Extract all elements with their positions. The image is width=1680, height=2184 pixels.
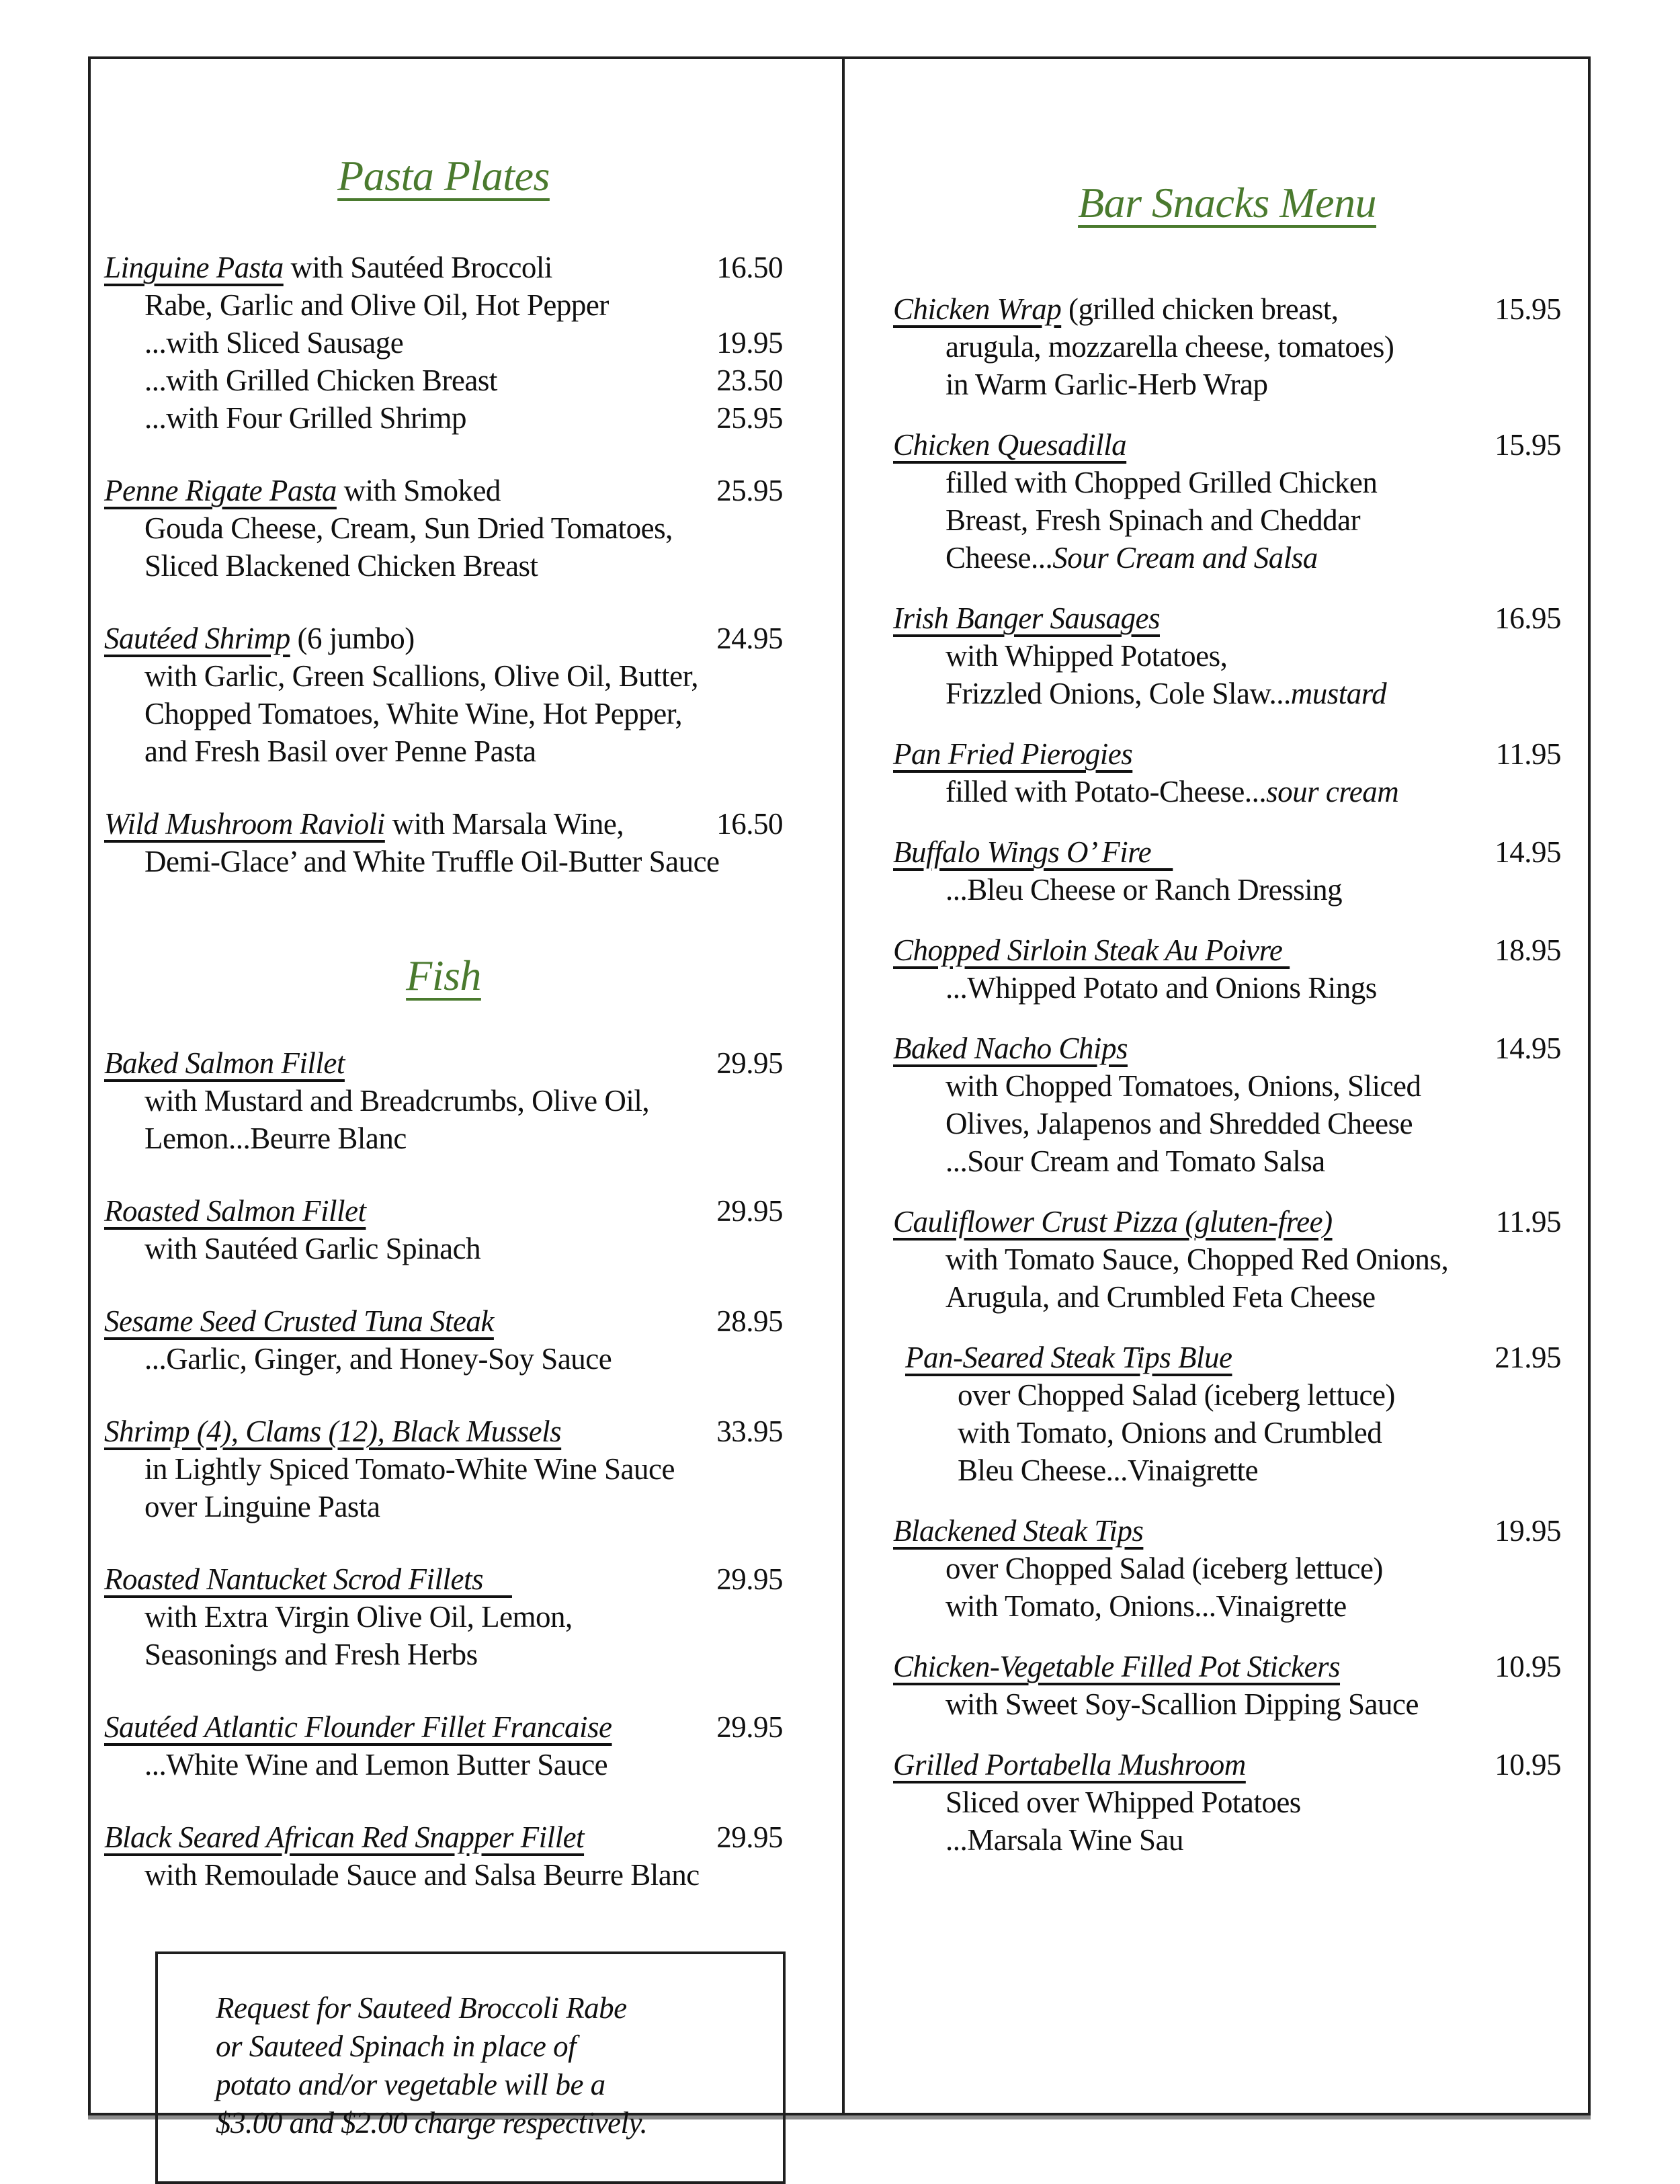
- description-segment: Gouda Cheese, Cream, Sun Dried Tomatoes,: [144, 511, 673, 545]
- item-price: 29.95: [716, 1710, 783, 1744]
- description-segment: Chopped Tomatoes, White Wine, Hot Pepper,: [144, 697, 683, 730]
- item-description-text: [893, 1142, 1325, 1180]
- item-price: 11.95: [1495, 1205, 1561, 1238]
- item-description-line: [104, 1082, 783, 1120]
- description-segment: Olives, Jalapenos and Shredded Cheese: [946, 1107, 1413, 1140]
- description-segment: Seasonings and Fresh Herbs: [144, 1638, 478, 1671]
- item-name: Chicken-Vegetable Filled Pot Stickers: [893, 1650, 1341, 1683]
- item-name-row: [893, 833, 1561, 871]
- item-name: Irish Banger Sausages: [893, 601, 1160, 635]
- bar-snacks-items: [893, 290, 1561, 1859]
- item-description-line: [893, 1550, 1561, 1587]
- item-name-wrap: [893, 1203, 1333, 1241]
- item-description-line: [104, 362, 783, 399]
- item-name-row: [893, 290, 1561, 328]
- item-description-line: [905, 1414, 1561, 1452]
- description-segment: Cheese...: [946, 541, 1053, 575]
- description-segment: ...Marsala Wine Sau: [946, 1823, 1184, 1857]
- description-segment: Bleu Cheese...Vinaigrette: [958, 1454, 1259, 1487]
- menu-item: [104, 1560, 783, 1673]
- description-segment: ...with Grilled Chicken Breast: [144, 364, 497, 397]
- description-segment: ...White Wine and Lemon Butter Sauce: [144, 1748, 608, 1781]
- section: [104, 151, 783, 880]
- item-description-text: [893, 1821, 1183, 1859]
- menu-item: [893, 1648, 1561, 1723]
- menu-item: [104, 1818, 783, 1894]
- item-price: 14.95: [1495, 1032, 1561, 1065]
- item-description-line: [893, 1142, 1561, 1180]
- description-segment: in Warm Garlic-Herb Wrap: [946, 368, 1268, 401]
- item-description-text: [104, 1230, 480, 1267]
- item-price: 16.50: [716, 251, 783, 284]
- item-name-wrap: [905, 1339, 1232, 1376]
- item-description-text: [893, 366, 1267, 403]
- description-segment: Frizzled Onions, Cole Slaw...: [946, 677, 1291, 710]
- item-name-wrap: [893, 1746, 1246, 1783]
- item-name: Pan Fried Pierogies: [893, 737, 1133, 771]
- menu-item: [104, 1708, 783, 1783]
- item-price: 29.95: [716, 1820, 783, 1854]
- item-name-wrap: [104, 249, 552, 286]
- section-title: Pasta Plates: [337, 152, 550, 200]
- item-name-wrap: [104, 1560, 512, 1598]
- item-description-text: [905, 1414, 1382, 1452]
- menu-item: [893, 1030, 1561, 1180]
- menu-item: [893, 1746, 1561, 1859]
- item-description-line: [104, 657, 783, 695]
- item-description-text: [893, 969, 1377, 1007]
- menu-item: [893, 735, 1561, 810]
- item-name: Sautéed Shrimp: [104, 622, 290, 655]
- item-name: Baked Salmon Fillet: [104, 1046, 345, 1080]
- item-description-text: [104, 399, 466, 437]
- item-name: Shrimp (4), Clams (12), Black Mussels: [104, 1415, 562, 1448]
- item-price: 18.95: [1495, 933, 1561, 967]
- item-name-row: [893, 735, 1561, 773]
- item-name-row: [893, 1648, 1561, 1685]
- description-segment: ...Whipped Potato and Onions Rings: [946, 971, 1377, 1005]
- item-description-text: [893, 675, 1386, 712]
- item-price: 33.95: [716, 1415, 783, 1448]
- item-description-line: [893, 675, 1561, 712]
- item-description-line: [893, 539, 1561, 577]
- item-name-row: [893, 1203, 1561, 1241]
- item-name-wrap: [893, 1648, 1340, 1685]
- item-price: 10.95: [1495, 1650, 1561, 1683]
- item-description-line: [893, 1241, 1561, 1278]
- item-name-row: [104, 1302, 783, 1340]
- item-description-line: [104, 1856, 783, 1894]
- menu-item: [104, 249, 783, 437]
- description-segment: ...Garlic, Ginger, and Honey-Soy Sauce: [144, 1342, 612, 1376]
- substitution-note-box: [155, 1951, 786, 2184]
- menu-item: [104, 1044, 783, 1157]
- item-description-text: [104, 1340, 612, 1378]
- item-name-wrap: [893, 1030, 1128, 1067]
- item-description-line: [893, 501, 1561, 539]
- menu-item: [893, 1512, 1561, 1625]
- description-segment: with Tomato, Onions and Crumbled: [958, 1416, 1382, 1450]
- item-description-line: [104, 509, 783, 547]
- item-description-line: [893, 328, 1561, 366]
- description-segment: ...with Four Grilled Shrimp: [144, 401, 466, 435]
- description-segment: Breast, Fresh Spinach and Cheddar: [946, 503, 1361, 537]
- note-line: $3.00 and $2.00 charge respectively.: [216, 2106, 648, 2140]
- item-description-text: [104, 695, 682, 732]
- item-description-line: [893, 1278, 1561, 1316]
- menu-sheet: [88, 56, 1591, 2140]
- item-description-text: [104, 1636, 478, 1673]
- item-description-line: [893, 871, 1561, 909]
- description-segment: filled with Chopped Grilled Chicken: [946, 466, 1378, 499]
- item-description-text: [104, 1856, 700, 1894]
- item-description-text: [893, 637, 1227, 675]
- menu-item: [104, 472, 783, 585]
- description-segment: over Chopped Salad (iceberg lettuce): [958, 1378, 1395, 1412]
- item-name-wrap: [104, 1044, 345, 1082]
- item-name-row: [104, 1708, 783, 1746]
- item-description-text: [905, 1376, 1395, 1414]
- item-name-wrap: [104, 472, 501, 509]
- item-name-wrap: [104, 1302, 494, 1340]
- note-line: or Sauteed Spinach in place of: [216, 2029, 577, 2063]
- item-name: Pan-Seared Steak Tips Blue: [905, 1341, 1232, 1374]
- section-title-bar-snacks: Bar Snacks Menu: [1078, 179, 1376, 226]
- item-description-text: [104, 1082, 649, 1120]
- menu-item: [893, 290, 1561, 403]
- menu-item: [893, 426, 1561, 577]
- item-price: 25.95: [716, 474, 783, 507]
- bar-snacks-column: [845, 59, 1588, 2113]
- item-name: Cauliflower Crust Pizza (gluten-free): [893, 1205, 1333, 1238]
- item-description-text: [893, 1550, 1383, 1587]
- item-description-line: [893, 366, 1561, 403]
- description-segment: with Mustard and Breadcrumbs, Olive Oil,: [144, 1084, 650, 1118]
- item-name-wrap: [104, 620, 415, 657]
- item-description-text: [893, 539, 1318, 577]
- menu-item: [104, 1302, 783, 1378]
- item-description-line: [905, 1452, 1561, 1489]
- item-name-row: [104, 805, 783, 843]
- item-description-text: [104, 1450, 675, 1488]
- item-description-text: [893, 871, 1342, 909]
- item-description-text: [104, 362, 497, 399]
- item-name: Sautéed Atlantic Flounder Fillet Francaise: [104, 1710, 612, 1744]
- menu-item: [893, 833, 1561, 909]
- description-segment: Rabe, Garlic and Olive Oil, Hot Pepper: [144, 288, 609, 322]
- item-name-wrap: [893, 426, 1126, 464]
- left-sections: [104, 151, 783, 1894]
- item-description-text: [893, 1241, 1448, 1278]
- item-description-text: [104, 657, 698, 695]
- item-description-line: [905, 1376, 1561, 1414]
- item-description-text: [104, 1120, 407, 1157]
- item-price: 19.95: [1495, 1514, 1561, 1548]
- item-name-row: [893, 1030, 1561, 1067]
- item-name: Penne Rigate Pasta: [104, 474, 337, 507]
- item-description-line: [104, 324, 783, 362]
- item-description-text: [893, 464, 1377, 501]
- item-name: Buffalo Wings O’ Fire: [893, 835, 1173, 869]
- item-name-suffix: (grilled chicken breast,: [1061, 292, 1339, 326]
- description-segment: with Sautéed Garlic Spinach: [144, 1232, 481, 1265]
- item-description-line: [893, 464, 1561, 501]
- item-description-line: [104, 732, 783, 770]
- item-name-wrap: [104, 1192, 366, 1230]
- menu-item: [104, 1413, 783, 1525]
- item-name-suffix: with Smoked: [336, 474, 501, 507]
- item-description-line: [104, 843, 783, 880]
- item-name-row: [893, 931, 1561, 969]
- item-name: Roasted Salmon Fillet: [104, 1194, 366, 1228]
- menu-item: [104, 805, 783, 880]
- item-description-text: [104, 324, 403, 362]
- description-segment: with Garlic, Green Scallions, Olive Oil, Butter,: [144, 659, 699, 693]
- item-name: Linguine Pasta: [104, 251, 284, 284]
- item-name: Roasted Nantucket Scrod Fillets: [104, 1562, 512, 1596]
- item-description-line: [893, 1783, 1561, 1821]
- item-description-line: [104, 1488, 783, 1525]
- item-description-text: [104, 1598, 573, 1636]
- menu-item: [893, 931, 1561, 1007]
- description-segment: Sliced over Whipped Potatoes: [946, 1786, 1301, 1819]
- description-segment: arugula, mozzarella cheese, tomatoes): [946, 330, 1394, 364]
- item-price: 11.95: [1495, 737, 1561, 771]
- item-name-suffix: (6 jumbo): [290, 622, 415, 655]
- item-name-wrap: [104, 1413, 561, 1450]
- item-description-line: [104, 1340, 783, 1378]
- description-segment: with Remoulade Sauce and Salsa Beurre Blanc: [144, 1858, 700, 1892]
- item-name-row: [104, 1192, 783, 1230]
- item-price: 29.95: [716, 1562, 783, 1596]
- item-price: 15.95: [1495, 428, 1561, 462]
- description-segment: with Chopped Tomatoes, Onions, Sliced: [946, 1069, 1421, 1103]
- section: [104, 950, 783, 1894]
- item-description-text: [905, 1452, 1258, 1489]
- description-segment: ...Sour Cream and Tomato Salsa: [946, 1144, 1325, 1178]
- item-description-line: [893, 1685, 1561, 1723]
- item-name-wrap: [893, 290, 1339, 328]
- item-description-text: [104, 1746, 607, 1783]
- item-description-text: [104, 732, 536, 770]
- item-name-wrap: [893, 931, 1290, 969]
- item-price: 21.95: [1495, 1341, 1561, 1374]
- item-description-line: [104, 1598, 783, 1636]
- description-segment: and Fresh Basil over Penne Pasta: [144, 734, 536, 768]
- item-description-text: [104, 1488, 380, 1525]
- item-description-line: [893, 637, 1561, 675]
- description-segment: filled with Potato-Cheese...: [946, 775, 1267, 808]
- item-description-line: [104, 1450, 783, 1488]
- item-description-text: [104, 286, 609, 324]
- item-name-row: [905, 1339, 1561, 1376]
- item-name: Chopped Sirloin Steak Au Poivre: [893, 933, 1290, 967]
- menu-item: [893, 1203, 1561, 1316]
- sub-item-price: 23.50: [716, 364, 783, 397]
- description-segment: Demi-Glace’ and White Truffle Oil-Butter Sauce: [144, 845, 720, 878]
- item-name-wrap: [104, 1818, 584, 1856]
- menu-item: [905, 1339, 1561, 1489]
- item-description-text: [893, 1067, 1421, 1105]
- description-segment: ...with Sliced Sausage: [144, 326, 404, 360]
- description-segment: with Tomato, Onions...Vinaigrette: [946, 1589, 1347, 1623]
- item-description-line: [893, 1821, 1561, 1859]
- item-name-wrap: [893, 735, 1132, 773]
- item-description-line: [104, 1120, 783, 1157]
- description-segment: sour cream: [1266, 775, 1399, 808]
- item-name-suffix: with Marsala Wine,: [384, 807, 624, 841]
- item-name-row: [104, 249, 783, 286]
- description-segment: over Linguine Pasta: [144, 1490, 380, 1523]
- item-description-text: [893, 1278, 1376, 1316]
- item-name-suffix: with Sautéed Broccoli: [283, 251, 552, 284]
- item-name-row: [104, 1560, 783, 1598]
- item-name-row: [104, 472, 783, 509]
- item-price: 29.95: [716, 1194, 783, 1228]
- item-description-line: [104, 547, 783, 585]
- item-name-wrap: [104, 805, 624, 843]
- item-price: 15.95: [1495, 292, 1561, 326]
- item-price: 16.50: [716, 807, 783, 841]
- item-description-line: [893, 773, 1561, 810]
- item-price: 16.95: [1495, 601, 1561, 635]
- item-description-text: [893, 1685, 1419, 1723]
- item-name: Black Seared African Red Snapper Fillet: [104, 1820, 585, 1854]
- item-description-line: [893, 1587, 1561, 1625]
- item-name: Blackened Steak Tips: [893, 1514, 1144, 1548]
- item-description-line: [893, 1105, 1561, 1142]
- item-name-row: [893, 1512, 1561, 1550]
- description-segment: over Chopped Salad (iceberg lettuce): [946, 1552, 1383, 1585]
- menu-item: [104, 620, 783, 770]
- item-description-text: [104, 509, 673, 547]
- description-segment: mustard: [1290, 677, 1387, 710]
- item-price: 10.95: [1495, 1748, 1561, 1781]
- item-description-line: [104, 286, 783, 324]
- item-description-text: [893, 501, 1360, 539]
- description-segment: with Extra Virgin Olive Oil, Lemon,: [144, 1600, 573, 1634]
- item-description-text: [893, 1783, 1301, 1821]
- description-segment: Sour Cream and Salsa: [1052, 541, 1318, 575]
- item-name-wrap: [893, 1512, 1143, 1550]
- item-name: Chicken Quesadilla: [893, 428, 1127, 462]
- item-description-line: [104, 695, 783, 732]
- section-bar-snacks: [893, 177, 1561, 1859]
- item-name: Baked Nacho Chips: [893, 1032, 1128, 1065]
- item-name-row: [893, 426, 1561, 464]
- item-name-row: [104, 1413, 783, 1450]
- item-name-wrap: [893, 833, 1173, 871]
- item-price: 28.95: [716, 1304, 783, 1338]
- description-segment: in Lightly Spiced Tomato-White Wine Sauce: [144, 1452, 675, 1486]
- description-segment: with Whipped Potatoes,: [946, 639, 1228, 673]
- sub-item-price: 19.95: [716, 326, 783, 360]
- item-name-row: [104, 620, 783, 657]
- note-line: Request for Sauteed Broccoli Rabe: [216, 1991, 627, 2025]
- description-segment: with Sweet Soy-Scallion Dipping Sauce: [946, 1687, 1419, 1721]
- item-price: 14.95: [1495, 835, 1561, 869]
- description-segment: Lemon...Beurre Blanc: [144, 1122, 407, 1155]
- item-description-text: [893, 328, 1394, 366]
- description-segment: with Tomato Sauce, Chopped Red Onions,: [946, 1243, 1449, 1276]
- item-description-line: [104, 1746, 783, 1783]
- item-description-line: [104, 1636, 783, 1673]
- item-description-line: [104, 1230, 783, 1267]
- item-description-text: [104, 843, 720, 880]
- pasta-fish-column: [91, 59, 845, 2140]
- item-name-wrap: [104, 1708, 612, 1746]
- item-description-line: [893, 1067, 1561, 1105]
- item-description-text: [893, 773, 1398, 810]
- item-name-row: [893, 1746, 1561, 1783]
- menu-item: [893, 599, 1561, 712]
- item-name: Chicken Wrap: [893, 292, 1062, 326]
- item-name-wrap: [893, 599, 1160, 637]
- item-name: Sesame Seed Crusted Tuna Steak: [104, 1304, 494, 1338]
- item-name-row: [104, 1044, 783, 1082]
- description-segment: Sliced Blackened Chicken Breast: [144, 549, 538, 583]
- section-title: Fish: [406, 952, 481, 999]
- description-segment: Arugula, and Crumbled Feta Cheese: [946, 1280, 1376, 1314]
- menu-item: [104, 1192, 783, 1267]
- item-price: 24.95: [716, 622, 783, 655]
- item-description-text: [104, 547, 538, 585]
- item-description-text: [893, 1105, 1413, 1142]
- item-name: Wild Mushroom Ravioli: [104, 807, 385, 841]
- item-name-row: [893, 599, 1561, 637]
- description-segment: ...Bleu Cheese or Ranch Dressing: [946, 873, 1343, 907]
- item-description-line: [104, 399, 783, 437]
- item-price: 29.95: [716, 1046, 783, 1080]
- item-description-line: [893, 969, 1561, 1007]
- item-name: Grilled Portabella Mushroom: [893, 1748, 1246, 1781]
- item-description-text: [893, 1587, 1347, 1625]
- sub-item-price: 25.95: [716, 401, 783, 435]
- note-line: potato and/or vegetable will be a: [216, 2068, 605, 2101]
- item-name-row: [104, 1818, 783, 1856]
